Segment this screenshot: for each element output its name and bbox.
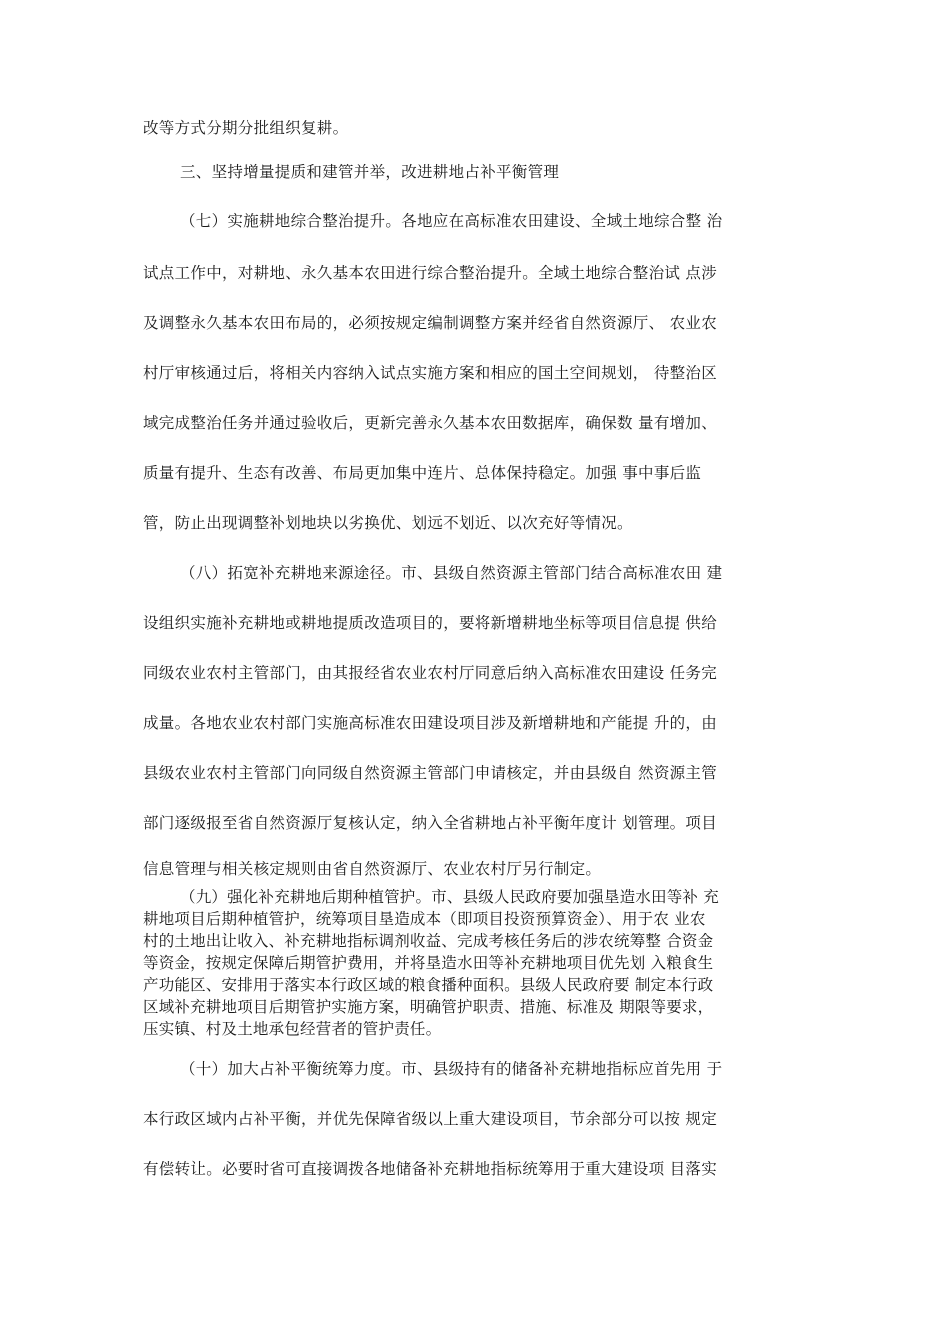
paragraph-7-line: 试点工作中，对耕地、永久基本农田进行综合整治提升。全域土地综合整治试 点涉 (143, 264, 718, 282)
paragraph-10-line: 有偿转让。必要时省可直接调拨各地储备补充耕地指标统筹用于重大建设项 目落实 (143, 1160, 718, 1178)
paragraph-9-line: 村的土地出让收入、补充耕地指标调剂收益、完成考核任务后的涉农统筹整 合资金 (143, 932, 714, 950)
paragraph-9-line: 压实镇、村及土地承包经营者的管护责任。 (143, 1020, 442, 1038)
paragraph-8-line: 信息管理与相关核定规则由省自然资源厅、农业农村厅另行制定。 (143, 860, 602, 878)
paragraph-7-line: （七）实施耕地综合整治提升。各地应在高标准农田建设、全域土地综合整 治 (180, 212, 723, 230)
section-heading: 三、坚持增量提质和建管并举，改进耕地占补平衡管理 (180, 163, 560, 181)
paragraph-7-line: 管，防止出现调整补划地块以劣换优、划远不划近、以次充好等情况。 (143, 514, 633, 532)
paragraph-9-line: （九）强化补充耕地后期种植管护。市、县级人民政府要加强垦造水田等补 充 (180, 888, 719, 906)
paragraph-9-line: 产功能区、安排用于落实本行政区域的粮食播种面积。县级人民政府要 制定本行政 (143, 976, 714, 994)
paragraph-8-line: 成量。各地农业农村部门实施高标准农田建设项目涉及新增耕地和产能提 升的，由 (143, 714, 718, 732)
paragraph-7-line: 质量有提升、生态有改善、布局更加集中连片、总体保持稳定。加强 事中事后监 (143, 464, 702, 482)
paragraph-7-line: 域完成整治任务并通过验收后，更新完善永久基本农田数据库，确保数 量有增加、 (143, 414, 718, 432)
paragraph-9-line: 等资金，按规定保障后期管护费用，并将垦造水田等补充耕地项目优先划 入粮食生 (143, 954, 714, 972)
paragraph-8-line: 部门逐级报至省自然资源厅复核认定，纳入全省耕地占补平衡年度计 划管理。项目 (143, 814, 718, 832)
paragraph-10-line: 本行政区域内占补平衡，并优先保障省级以上重大建设项目，节余部分可以按 规定 (143, 1110, 718, 1128)
paragraph-9-line: 耕地项目后期种植管护，统筹项目垦造成本（即项目投资预算资金）、用于农 业农 (143, 910, 706, 928)
body-text-line: 改等方式分期分批组织复耕。 (143, 119, 349, 137)
paragraph-9-line: 区域补充耕地项目后期管护实施方案，明确管护职责、措施、标准及 期限等要求， (143, 998, 714, 1016)
paragraph-10-line: （十）加大占补平衡统筹力度。市、县级持有的储备补充耕地指标应首先用 于 (180, 1060, 723, 1078)
paragraph-7-line: 及调整永久基本农田布局的，必须按规定编制调整方案并经省自然资源厅、 农业农 (143, 314, 718, 332)
paragraph-7-line: 村厅审核通过后，将相关内容纳入试点实施方案和相应的国土空间规划， 待整治区 (143, 364, 718, 382)
paragraph-8-line: （八）拓宽补充耕地来源途径。市、县级自然资源主管部门结合高标准农田 建 (180, 564, 723, 582)
paragraph-8-line: 设组织实施补充耕地或耕地提质改造项目的，要将新增耕地坐标等项目信息提 供给 (143, 614, 718, 632)
paragraph-8-line: 同级农业农村主管部门，由其报经省农业农村厅同意后纳入高标准农田建设 任务完 (143, 664, 718, 682)
paragraph-8-line: 县级农业农村主管部门向同级自然资源主管部门申请核定，并由县级自 然资源主管 (143, 764, 718, 782)
